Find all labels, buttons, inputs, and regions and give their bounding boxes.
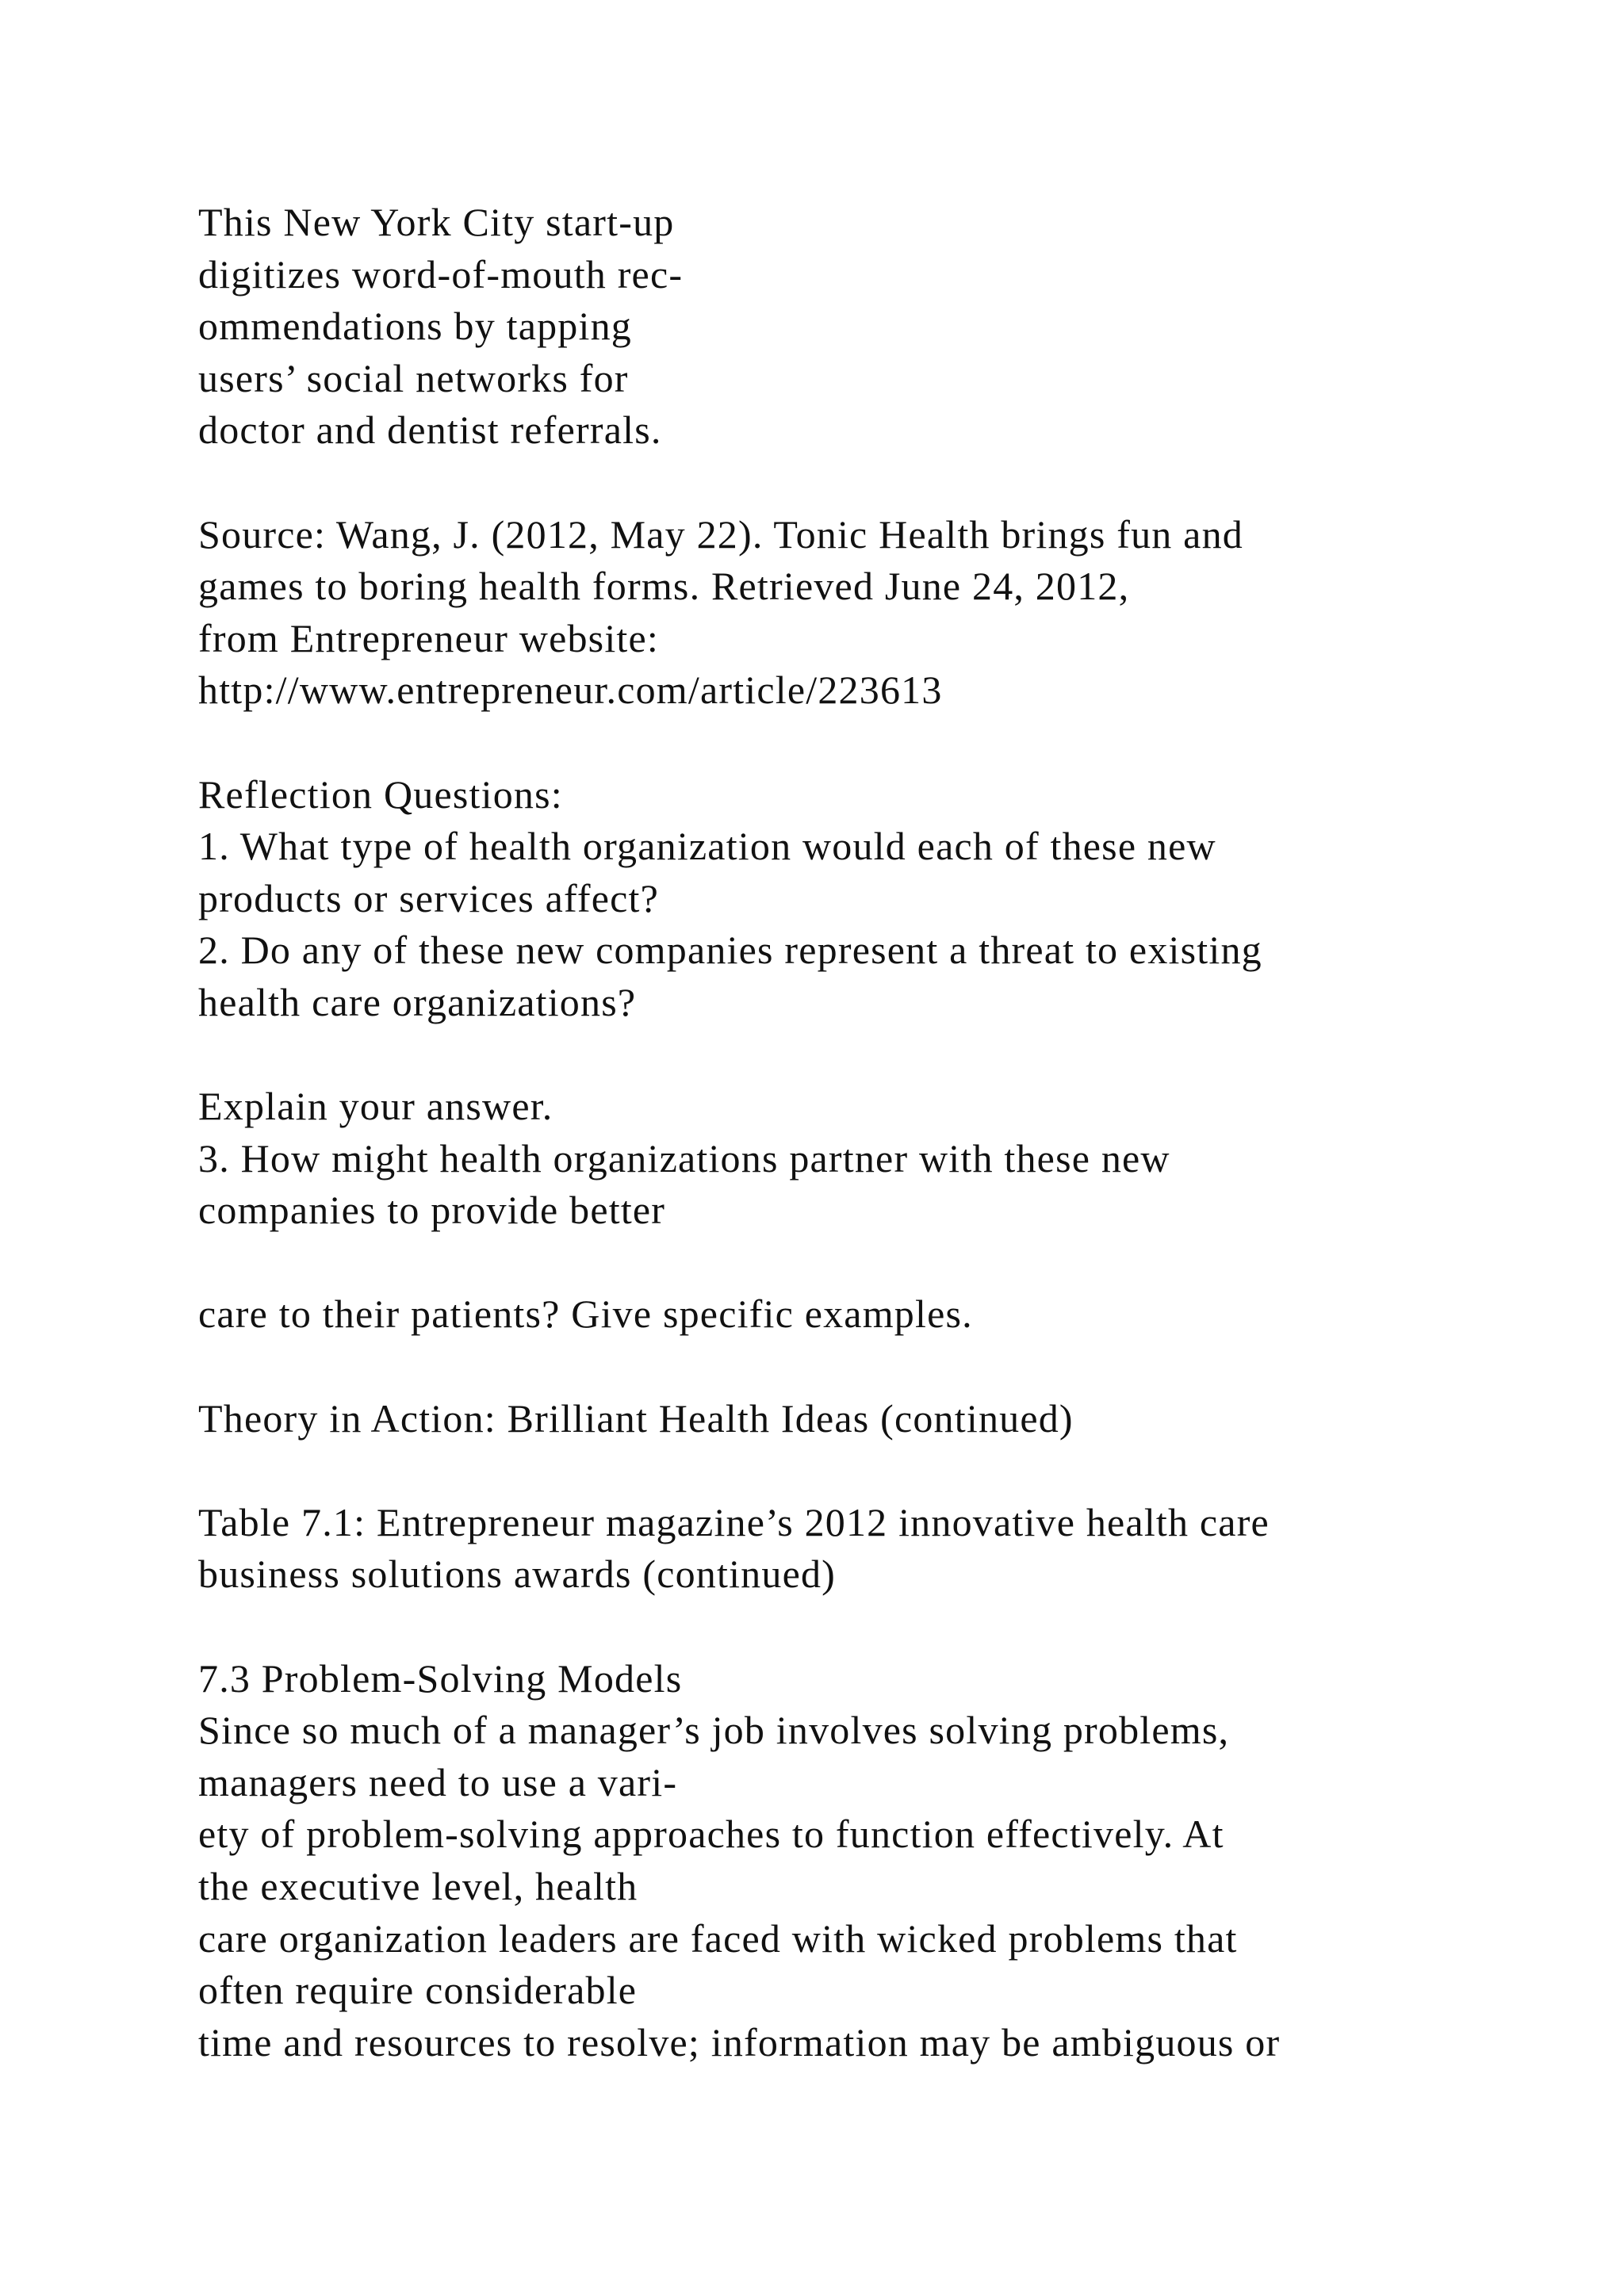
blank-line: [198, 457, 1594, 509]
blank-line: [198, 1029, 1594, 1081]
text-line: doctor and dentist referrals.: [198, 408, 662, 453]
question-line: health care organizations?: [198, 979, 637, 1024]
question-line: 1. What type of health organization would each of these new: [198, 824, 1216, 869]
reflection-heading: Reflection Questions:: [198, 771, 563, 817]
table-caption: Table 7.1: Entrepreneur magazine’s 2012 innovative health care: [198, 1499, 1270, 1544]
blank-line: [198, 1445, 1594, 1497]
paragraph-line: time and resources to resolve; information may be ambiguous or: [198, 2019, 1281, 2064]
source-citation-line: Source: Wang, J. (2012, May 22). Tonic Health brings fun and: [198, 511, 1243, 557]
source-citation-line: from Entrepreneur website:: [198, 615, 659, 660]
text-line: This New York City start-up: [198, 200, 675, 244]
question-line: care to their patients? Give specific examples.: [198, 1292, 973, 1337]
paragraph-line: often require considerable: [198, 1968, 638, 2013]
source-url: http://www.entrepreneur.com/article/223613: [198, 668, 943, 713]
paragraph-line: the executive level, health: [198, 1864, 638, 1908]
question-line: products or services affect?: [198, 875, 660, 920]
question-line: Explain your answer.: [198, 1084, 553, 1129]
blank-line: [198, 1341, 1594, 1393]
table-caption: business solutions awards (continued): [198, 1552, 837, 1597]
section-heading: 7.3 Problem-Solving Models: [198, 1655, 683, 1701]
paragraph-line: managers need to use a vari-: [198, 1759, 678, 1804]
blank-line: [198, 1601, 1594, 1653]
text-line: users’ social networks for: [198, 355, 629, 400]
source-citation-line: games to boring health forms. Retrieved June 24, 2012,: [198, 564, 1130, 609]
text-line: ommendations by tapping: [198, 304, 632, 349]
document-body: [198, 197, 1594, 2068]
paragraph-line: Since so much of a manager’s job involves solving problems,: [198, 1708, 1230, 1753]
question-line: 2. Do any of these new companies represent a threat to existing: [198, 928, 1262, 973]
question-line: companies to provide better: [198, 1188, 666, 1233]
blank-line: [198, 1237, 1594, 1289]
question-line: 3. How might health organizations partner with these new: [198, 1135, 1170, 1181]
paragraph-line: care organization leaders are faced with wicked problems that: [198, 1915, 1238, 1961]
section-caption: Theory in Action: Brilliant Health Ideas (continued): [198, 1395, 1074, 1441]
blank-line: [198, 717, 1594, 769]
paragraph-line: ety of problem-solving approaches to function effectively. At: [198, 1812, 1224, 1857]
text-line: digitizes word-of-mouth rec-: [198, 251, 684, 297]
